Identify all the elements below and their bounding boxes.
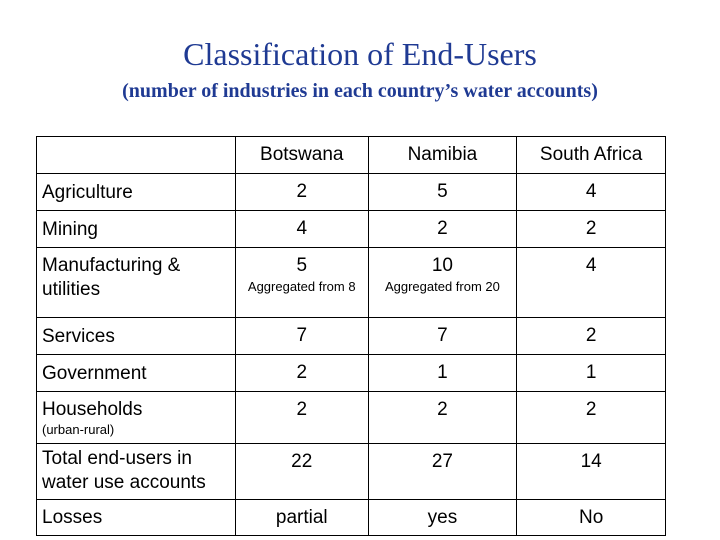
cell-south-africa: 2 [517,211,666,248]
cell-south-africa [517,248,666,318]
cell-namibia: 2 [368,211,517,248]
table-row [37,355,666,392]
row-label-text: Total end-users in water use accounts [42,448,206,493]
table-row [37,318,666,355]
cell-namibia [368,444,517,500]
cell-botswana: 2 [235,355,368,392]
cell-south-africa: 2 [517,318,666,355]
table-row [37,444,666,500]
cell-south-africa: 4 [517,174,666,211]
row-label: Services [37,318,236,355]
cell-value: 10 [431,255,453,276]
cell-botswana: partial [235,500,368,536]
cell-note: Aggregated from 8 [247,279,356,294]
cell-value: 2 [296,399,308,420]
cell-value: 5 [296,255,308,276]
table-row [37,248,666,318]
table-header-row [37,137,666,174]
cell-botswana [235,444,368,500]
row-label [37,444,236,500]
cell-south-africa: 1 [517,355,666,392]
table-row [37,500,666,536]
row-label: Government [37,355,236,392]
page-title: Classification of End-Users [183,36,537,72]
cell-namibia: yes [368,500,517,536]
table-row [37,392,666,444]
header-cell-namibia: Namibia [368,137,517,174]
end-users-table [36,136,666,536]
header-cell-botswana: Botswana [235,137,368,174]
page-subtitle: (number of industries in each country’s water accounts) [122,80,598,102]
cell-value: 27 [431,451,453,472]
cell-note: Aggregated from 20 [384,279,500,294]
table-row [37,211,666,248]
cell-namibia [368,392,517,444]
header-cell-empty [37,137,236,174]
cell-south-africa: No [517,500,666,536]
cell-namibia: 1 [368,355,517,392]
cell-south-africa [517,392,666,444]
row-label: Mining [37,211,236,248]
cell-namibia: 5 [368,174,517,211]
cell-south-africa [517,444,666,500]
cell-namibia [368,248,517,318]
cell-botswana: 4 [235,211,368,248]
cell-value: 2 [585,399,597,420]
cell-namibia: 7 [368,318,517,355]
cell-botswana: 2 [235,174,368,211]
cell-value: 4 [585,255,597,276]
row-label [37,248,236,318]
row-label-note: (urban-rural) [42,422,115,437]
row-label [37,392,236,444]
cell-botswana [235,392,368,444]
table-row [37,174,666,211]
cell-value: 2 [437,399,448,420]
row-label: Losses [37,500,236,536]
cell-botswana [235,248,368,318]
row-label: Agriculture [37,174,236,211]
header-cell-south-africa: South Africa [517,137,666,174]
row-label-text: Households [42,399,143,420]
cell-value: 22 [291,451,313,472]
cell-value: 14 [580,451,602,472]
row-label-text: Manufacturing & utilities [42,255,181,300]
cell-botswana: 7 [235,318,368,355]
